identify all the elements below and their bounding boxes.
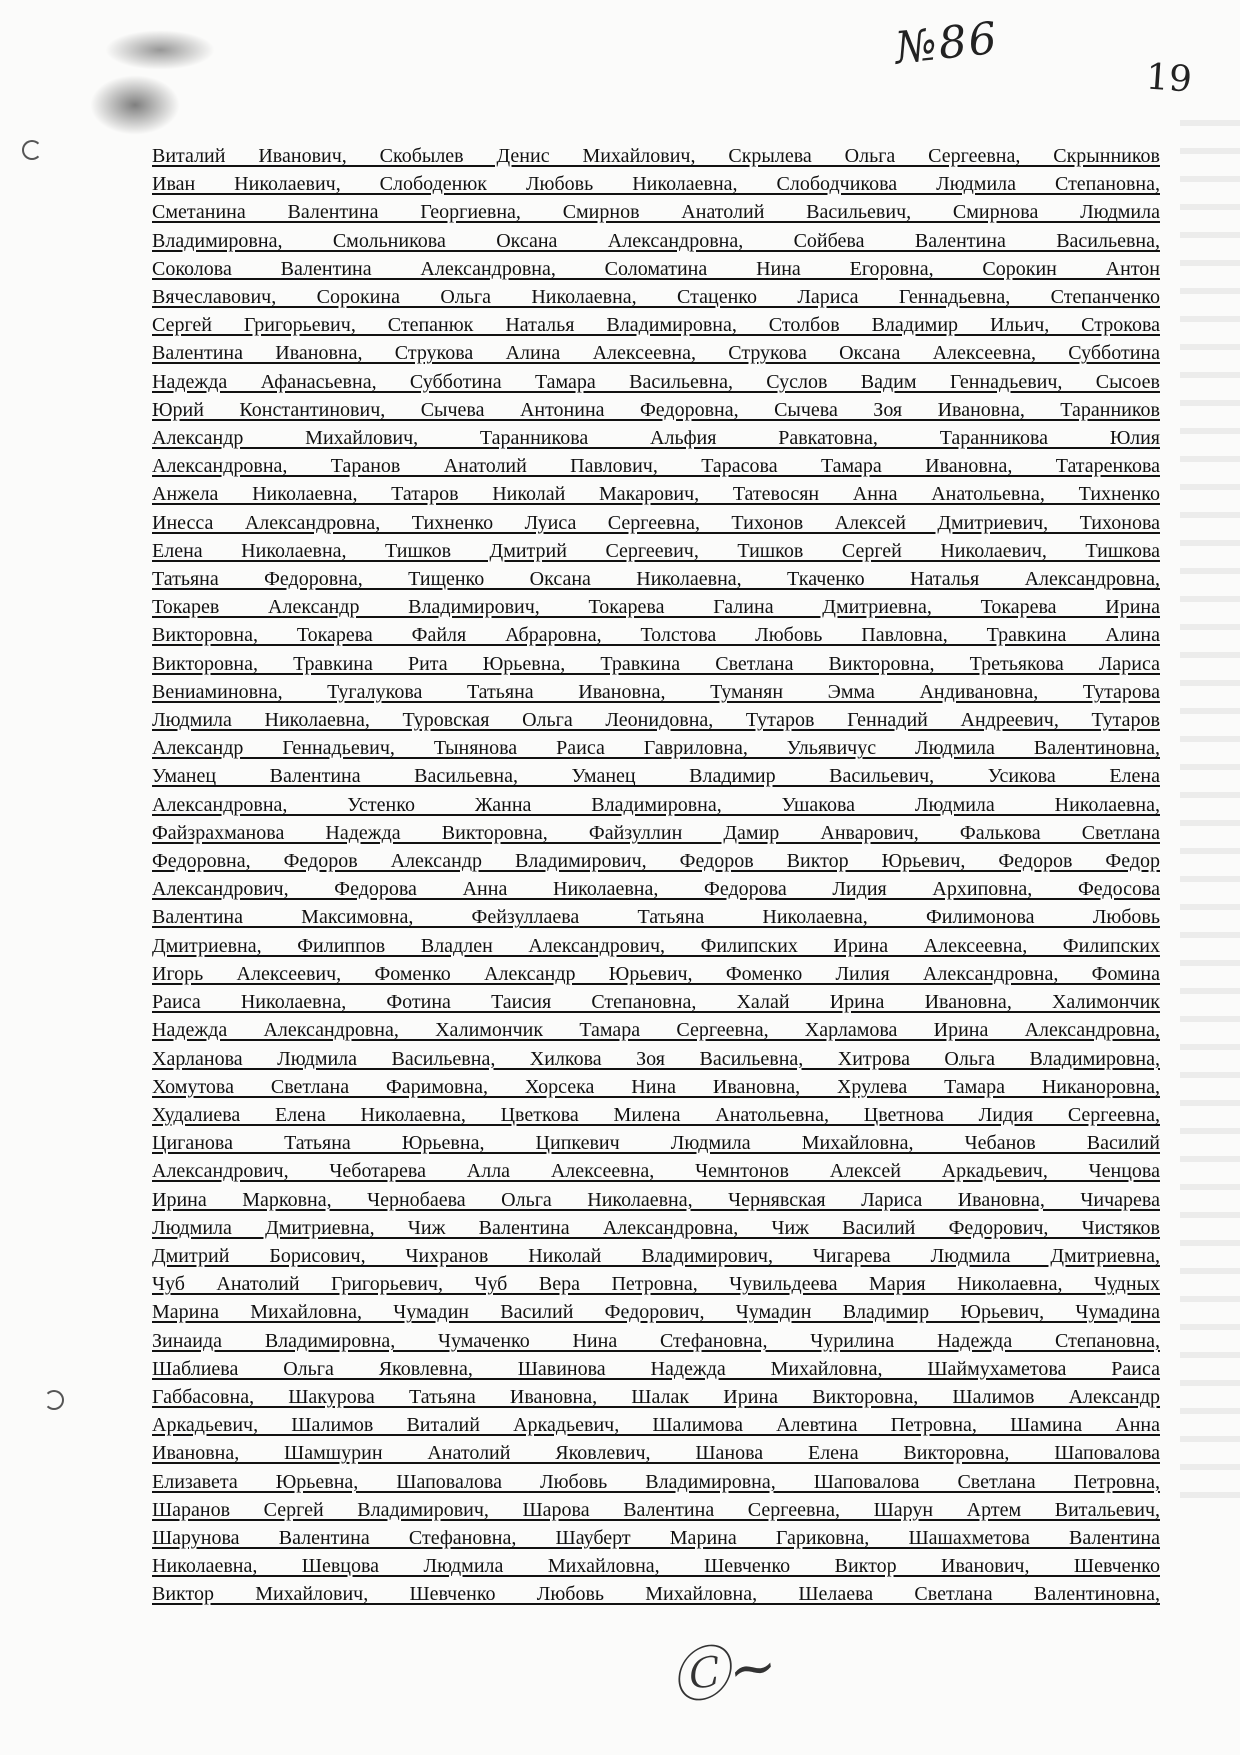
name-list-line: Вячеславович, Сорокина Ольга Николаевна, Стаценко Лариса Геннадьевна, Степанченко [152, 286, 1160, 309]
name-list-line: Сергей Григорьевич, Степанюк Наталья Владимировна, Столбов Владимир Ильич, Строкова [152, 314, 1160, 337]
name-list-line: Марина Михайловна, Чумадин Василий Федорович, Чумадин Владимир Юрьевич, Чумадина [152, 1301, 1160, 1324]
punch-hole-mark [22, 140, 42, 160]
name-list-line: Александрович, Чеботарева Алла Алексеевна, Чемнтонов Алексей Аркадьевич, Ченцова [152, 1160, 1160, 1183]
name-list-line: Циганова Татьяна Юрьевна, Ципкевич Людмила Михайловна, Чебанов Василий [152, 1132, 1160, 1155]
name-list-line: Виктор Михайлович, Шевченко Любовь Михайловна, Шелаева Светлана Валентиновна, [152, 1583, 1160, 1606]
name-list-line: Зинаида Владимировна, Чумаченко Нина Стефановна, Чурилина Надежда Степановна, [152, 1329, 1160, 1352]
name-list-line: Виталий Иванович, Скобылев Денис Михайлович, Скрылева Ольга Сергеевна, Скрынников [152, 145, 1160, 167]
name-list-line: Шаблиева Ольга Яковлевна, Шавинова Надежда Михайловна, Шаймухаметова Раиса [152, 1357, 1160, 1380]
name-list-line: Валентина Ивановна, Струкова Алина Алексеевна, Струкова Оксана Алексеевна, Субботина [152, 342, 1160, 365]
name-list-line: Викторовна, Токарева Файля Абраровна, Толстова Любовь Павловна, Травкина Алина [152, 624, 1160, 647]
name-list-line: Федоровна, Федоров Александр Владимирович, Федоров Виктор Юрьевич, Федоров Федор [152, 850, 1160, 873]
name-list-line: Людмила Дмитриевна, Чиж Валентина Александровна, Чиж Василий Федорович, Чистяков [152, 1216, 1160, 1239]
name-list-line: Татьяна Федоровна, Тищенко Оксана Николаевна, Ткаченко Наталья Александровна, [152, 568, 1160, 591]
bleed-through-text [1180, 120, 1240, 1520]
handwritten-signature: Ⓒ~ [666, 1630, 782, 1714]
name-list-line: Валентина Максимовна, Фейзуллаева Татьяна Николаевна, Филимонова Любовь [152, 906, 1160, 929]
name-list-line: Токарев Александр Владимирович, Токарева Галина Дмитриевна, Токарева Ирина [152, 596, 1160, 619]
name-list-line: Александр Михайлович, Таранникова Альфия Равкатовна, Таранникова Юлия [152, 427, 1160, 450]
ink-smudge [105, 30, 215, 70]
name-list-line: Викторовна, Травкина Рита Юрьевна, Травкина Светлана Викторовна, Третьякова Лариса [152, 652, 1160, 675]
name-list-line: Сметанина Валентина Георгиевна, Смирнов Анатолий Васильевич, Смирнова Людмила [152, 201, 1160, 224]
name-list-line: Александр Геннадьевич, Тынянова Раиса Гавриловна, Ульявичус Людмила Валентиновна, [152, 737, 1160, 760]
name-list-line: Шарунова Валентина Стефановна, Шауберт Марина Гариковна, Шашахметова Валентина [152, 1526, 1160, 1549]
name-list [152, 142, 1160, 1622]
ink-smudge [90, 75, 180, 135]
sheet-number: 19 [1144, 56, 1194, 101]
punch-hole-mark [44, 1390, 64, 1410]
name-list-line: Игорь Алексеевич, Фоменко Александр Юрьевич, Фоменко Лилия Александровна, Фомина [152, 962, 1160, 985]
name-list-line: Инесса Александровна, Тихненко Луиса Сергеевна, Тихонов Алексей Дмитриевич, Тихонова [152, 511, 1160, 534]
name-list-line: Ирина Марковна, Чернобаева Ольга Николаевна, Чернявская Лариса Ивановна, Чичарева [152, 1188, 1160, 1211]
name-list-line: Дмитрий Борисович, Чихранов Николай Владимирович, Чигарева Людмила Дмитриевна, [152, 1244, 1160, 1267]
name-list-line: Дмитриевна, Филиппов Владлен Александрович, Филипских Ирина Алексеевна, Филипских [152, 934, 1160, 957]
name-list-line: Иван Николаевич, Слободенюк Любовь Николаевна, Слободчикова Людмила Степановна, [152, 173, 1160, 196]
name-list-line: Соколова Валентина Александровна, Соломатина Нина Егоровна, Сорокин Антон [152, 257, 1160, 280]
name-list-line: Елена Николаевна, Тишков Дмитрий Сергеевич, Тишков Сергей Николаевич, Тишкова [152, 539, 1160, 562]
name-list-line: Юрий Константинович, Сычева Антонина Федоровна, Сычева Зоя Ивановна, Таранников [152, 398, 1160, 421]
name-list-line: Александровна, Таранов Анатолий Павлович, Тарасова Тамара Ивановна, Татаренкова [152, 455, 1160, 478]
name-list-line: Файзрахманова Надежда Викторовна, Файзуллин Дамир Анварович, Фалькова Светлана [152, 821, 1160, 844]
name-list-line: Уманец Валентина Васильевна, Уманец Владимир Васильевич, Усикова Елена [152, 765, 1160, 788]
name-list-line: Шаранов Сергей Владимирович, Шарова Валентина Сергеевна, Шарун Артем Витальевич, [152, 1498, 1160, 1521]
name-list-line: Габбасовна, Шакурова Татьяна Ивановна, Шалак Ирина Викторовна, Шалимов Александр [152, 1385, 1160, 1408]
name-list-line: Анжела Николаевна, Татаров Николай Макарович, Татевосян Анна Анатольевна, Тихненко [152, 483, 1160, 506]
name-list-line: Александровна, Устенко Жанна Владимировна, Ушакова Людмила Николаевна, [152, 793, 1160, 816]
name-list-line: Чуб Анатолий Григорьевич, Чуб Вера Петровна, Чувильдеева Мария Николаевна, Чудных [152, 1273, 1160, 1296]
name-list-line: Надежда Александровна, Халимончик Тамара Сергеевна, Харламова Ирина Александровна, [152, 1019, 1160, 1042]
name-list-line: Раиса Николаевна, Фотина Таисия Степановна, Халай Ирина Ивановна, Халимончик [152, 991, 1160, 1014]
name-list-line: Аркадьевич, Шалимов Виталий Аркадьевич, Шалимова Алевтина Петровна, Шамина Анна [152, 1414, 1160, 1437]
name-list-line: Людмила Николаевна, Туровская Ольга Леонидовна, Тутаров Геннадий Андреевич, Тутаров [152, 709, 1160, 732]
name-list-line: Николаевна, Шевцова Людмила Михайловна, Шевченко Виктор Иванович, Шевченко [152, 1555, 1160, 1578]
name-list-line: Елизавета Юрьевна, Шаповалова Любовь Владимировна, Шаповалова Светлана Петровна, [152, 1470, 1160, 1493]
name-list-line: Харланова Людмила Васильевна, Хилкова Зоя Васильевна, Хитрова Ольга Владимировна, [152, 1047, 1160, 1070]
name-list-line: Владимировна, Смольникова Оксана Александровна, Сойбева Валентина Васильевна, [152, 229, 1160, 252]
name-list-line: Ивановна, Шамшурин Анатолий Яковлевич, Шанова Елена Викторовна, Шаповалова [152, 1442, 1160, 1465]
name-list-line: Александрович, Федорова Анна Николаевна, Федорова Лидия Архиповна, Федосова [152, 878, 1160, 901]
name-list-line: Худалиева Елена Николаевна, Цветкова Милена Анатольевна, Цветнова Лидия Сергеевна, [152, 1103, 1160, 1126]
page-number: №86 [892, 12, 1002, 75]
name-list-line: Хомутова Светлана Фаримовна, Хорсека Нина Ивановна, Хрулева Тамара Никаноровна, [152, 1075, 1160, 1098]
name-list-line: Вениаминовна, Тугалукова Татьяна Ивановна, Туманян Эмма Андивановна, Тутарова [152, 680, 1160, 703]
name-list-line: Надежда Афанасьевна, Субботина Тамара Васильевна, Суслов Вадим Геннадьевич, Сысоев [152, 370, 1160, 393]
